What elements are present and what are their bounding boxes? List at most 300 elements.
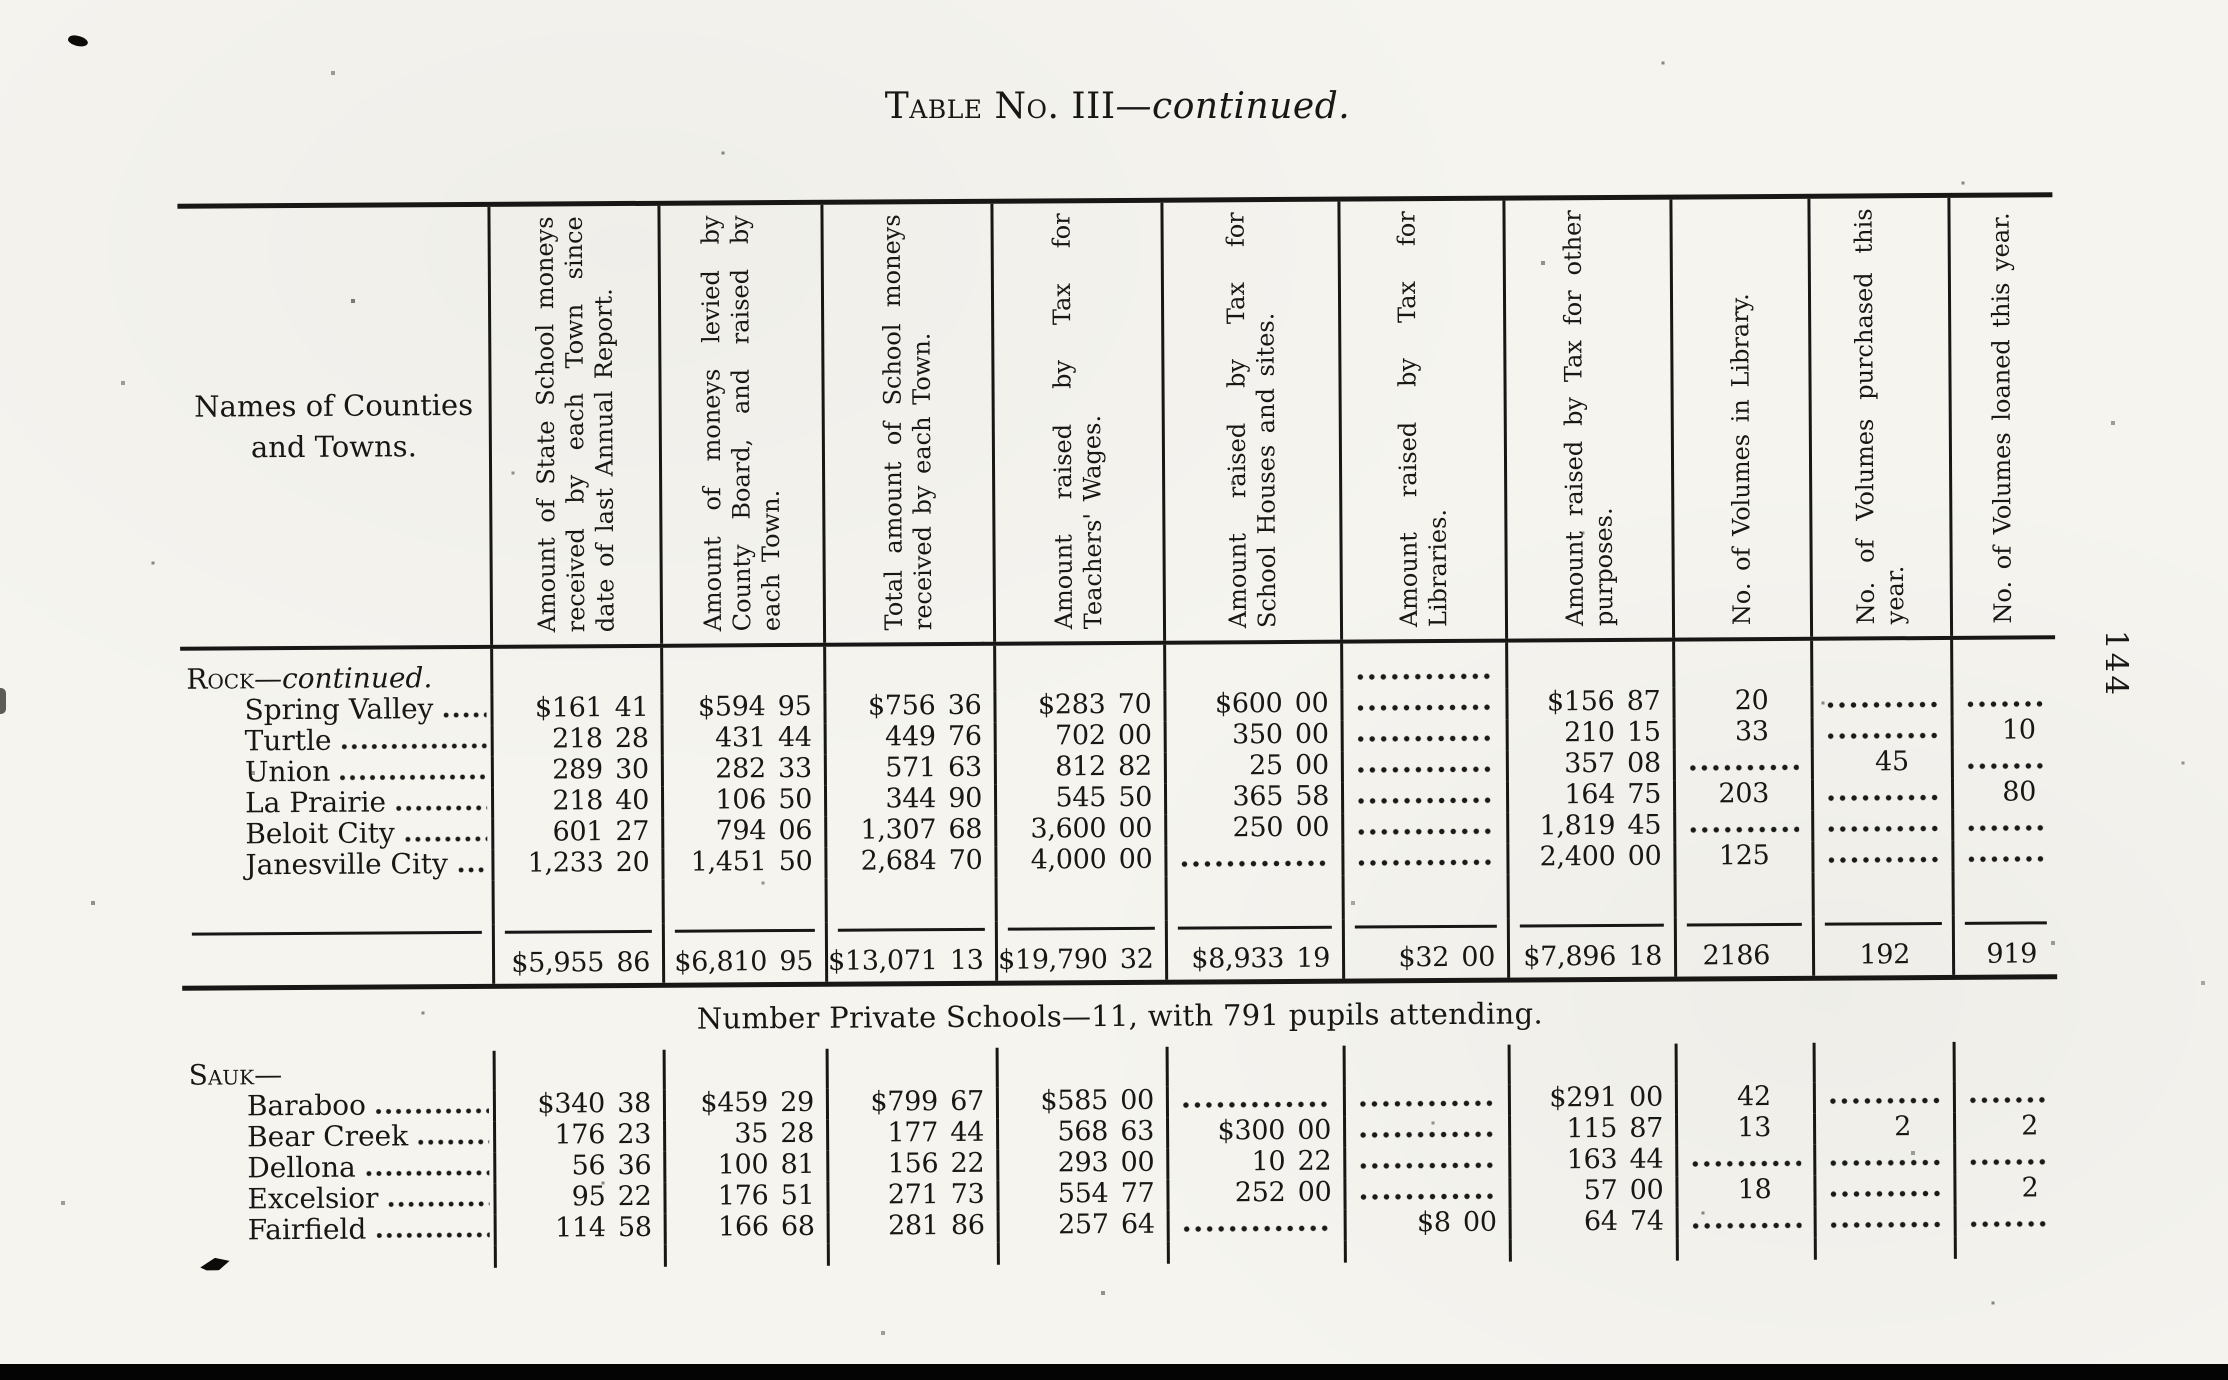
amount-cents: 95 (777, 690, 812, 722)
value-cell (1508, 1174, 1675, 1209)
amount-dollars: 794 (715, 814, 767, 847)
amount-dollars: $756 (867, 689, 936, 722)
value-cell (1951, 716, 2056, 748)
value-cell (491, 846, 661, 881)
town-cell (181, 846, 491, 883)
amount-dollars: $340 (537, 1087, 606, 1120)
value-cell (1673, 811, 1811, 843)
amount-cents: 36 (617, 1149, 652, 1181)
value-cell (1343, 1178, 1508, 1210)
dotted-blank (1968, 855, 2044, 862)
blank-cell (660, 647, 823, 694)
blank-cell (1165, 876, 1342, 921)
totals-cell (1507, 918, 1674, 978)
dotted-blank (1690, 764, 1799, 772)
blank-cell (182, 881, 492, 927)
value-cell (1951, 840, 2056, 872)
value-cell (661, 783, 824, 818)
blank-cell (1672, 641, 1810, 688)
leader-dots (340, 774, 487, 781)
amount-dollars: 293 (1057, 1146, 1109, 1179)
county-name: Sauk (188, 1057, 255, 1092)
amount-dollars: 281 (887, 1209, 939, 1242)
row-header-cell (177, 207, 490, 647)
value-cell (994, 781, 1164, 816)
amount-dollars: $600 (1214, 687, 1283, 720)
value-cell (1953, 1143, 2058, 1175)
amount-dollars: 289 (552, 753, 603, 786)
totals-value (495, 933, 662, 978)
town-name: La Prairie (244, 785, 387, 819)
value-cell (1953, 1112, 2058, 1144)
blank-cell (1508, 1044, 1675, 1085)
amount-dollars: 3,600 (1030, 812, 1107, 845)
amount-dollars: $161 (534, 691, 603, 724)
amount-dollars: 10 (1251, 1145, 1286, 1177)
amount-cents: 08 (1626, 747, 1661, 779)
dotted-blank (1690, 826, 1799, 834)
amount-cents: 87 (1629, 1112, 1664, 1144)
blank-cell (490, 648, 660, 695)
amount-cents: 00 (1629, 1174, 1664, 1206)
amount-dollars: 271 (887, 1178, 939, 1211)
count-value: 10 (2001, 714, 2036, 746)
amount-dollars: 568 (1057, 1115, 1109, 1148)
value-cell (1675, 1080, 1813, 1115)
amount-dollars: $594 (697, 690, 766, 723)
column-header-label: No. of Volumes loaned this year. (1986, 212, 2018, 624)
value-cell (826, 1116, 996, 1151)
amount-cents: 29 (780, 1086, 815, 1118)
value-cell (661, 814, 824, 849)
value-cell (824, 782, 994, 817)
dotted-blank (1828, 794, 1939, 802)
count-value: 13 (1737, 1111, 1772, 1143)
amount-dollars: 95 (571, 1180, 606, 1213)
count-value: 125 (1718, 839, 1770, 871)
amount-cents: 70 (1117, 688, 1152, 720)
totals-value (1955, 924, 2057, 969)
amount-dollars: 177 (887, 1116, 939, 1149)
value-cell (1506, 809, 1673, 844)
value-cell (1673, 715, 1811, 750)
amount-cents: 27 (615, 815, 650, 847)
count-value: 33 (1734, 715, 1769, 747)
amount-dollars: 812 (1055, 750, 1106, 783)
dotted-blank (1360, 1193, 1496, 1201)
blank-cell (1675, 1043, 1813, 1084)
blank-cell (663, 1049, 826, 1090)
value-cell (994, 812, 1164, 847)
amount-cents: 28 (614, 722, 649, 754)
value-cell (1813, 1110, 1953, 1145)
amount-dollars: $799 (870, 1085, 939, 1118)
column-header-label: No. of Volumes purchased this year. (1849, 208, 1910, 625)
dotted-blank (1358, 828, 1494, 836)
value-cell (1344, 1206, 1509, 1241)
value-cell (1951, 778, 2056, 810)
amount-dollars: $283 (1037, 688, 1106, 721)
value-cell (1950, 685, 2055, 717)
dotted-blank (1830, 1097, 1941, 1105)
amount-dollars: 252 (1234, 1176, 1286, 1208)
dotted-blank (1360, 1100, 1496, 1108)
blank-cell (993, 645, 1163, 692)
blank-cell (1343, 1045, 1508, 1086)
amount-dollars: 106 (715, 783, 767, 816)
blank-cell (1166, 1046, 1343, 1087)
blank-cell (184, 1246, 494, 1270)
amount-cents: 68 (780, 1210, 815, 1242)
value-cell (1675, 1111, 1813, 1146)
amount-dollars: 571 (885, 751, 936, 784)
amount-dollars: 344 (885, 782, 937, 815)
dotted-blank (1970, 1158, 2046, 1165)
amount-cents: 64 (1120, 1208, 1155, 1240)
amount-dollars: 100 (717, 1148, 769, 1181)
blank-cell (1954, 1236, 2059, 1259)
amount-cents: 76 (947, 720, 982, 752)
blank-cell (1167, 1241, 1344, 1264)
blank-cell (1950, 639, 2055, 686)
amount-dollars: $300 (1217, 1114, 1286, 1147)
column-header-cell (1502, 200, 1672, 639)
value-cell (1166, 1176, 1343, 1211)
value-cell (1340, 689, 1505, 721)
amount-dollars: 1,451 (690, 845, 767, 878)
amount-dollars: 218 (552, 784, 604, 817)
value-cell (1508, 1112, 1675, 1147)
blank-cell (664, 1244, 827, 1267)
value-cell (1672, 684, 1810, 719)
value-cell (1341, 720, 1506, 752)
amount-dollars: 250 (1232, 811, 1284, 843)
value-cell (1341, 751, 1506, 783)
amount-dollars: $6,810 (674, 945, 768, 978)
dotted-blank (1360, 1162, 1496, 1170)
value-cell (663, 1086, 826, 1121)
blank-cell (1813, 1042, 1953, 1083)
value-cell (1163, 687, 1340, 722)
dotted-blank (1358, 797, 1494, 805)
amount-dollars: $585 (1040, 1084, 1109, 1117)
totals-cell (1165, 920, 1342, 980)
dotted-blank (1831, 1221, 1942, 1229)
value-cell (1813, 1175, 1953, 1207)
header-row (177, 192, 2055, 650)
blank-cell (995, 877, 1165, 922)
amount-cents: 00 (1629, 1081, 1663, 1113)
totals-value (998, 930, 1165, 975)
dotted-blank (1967, 700, 2043, 707)
value-cell (994, 719, 1164, 754)
amount-dollars: 1,307 (860, 813, 937, 846)
blank-cell (1814, 1237, 1954, 1260)
value-cell (1814, 1206, 1954, 1238)
amount-cents: 00 (1461, 941, 1496, 973)
value-cell (824, 844, 994, 879)
value-cell (664, 1210, 827, 1245)
value-cell (1164, 811, 1341, 846)
town-name: Turtle (244, 723, 332, 757)
amount-cents: 67 (950, 1085, 985, 1117)
amount-cents: 38 (617, 1087, 652, 1119)
column-header-cell (1807, 198, 1950, 637)
amount-dollars: 601 (552, 815, 604, 848)
amount-cents: 74 (1629, 1205, 1664, 1237)
amount-cents: 00 (1117, 719, 1152, 751)
amount-dollars: 115 (1566, 1112, 1618, 1144)
value-cell (663, 1148, 826, 1183)
value-cell (1506, 778, 1673, 813)
row-header-label: Names of Counties and Towns. (194, 388, 474, 465)
amount-dollars: $32 (1398, 941, 1450, 973)
totals-value (1168, 929, 1342, 974)
value-cell (1508, 1143, 1675, 1178)
amount-cents: 28 (780, 1117, 815, 1149)
blank-cell (1163, 644, 1340, 691)
amount-cents: 22 (1297, 1145, 1332, 1177)
amount-cents: 00 (1627, 840, 1662, 872)
count-value: 2186 (1702, 939, 1771, 972)
value-cell (661, 721, 824, 756)
dotted-blank (1828, 732, 1939, 740)
value-cell (1811, 717, 1951, 749)
amount-cents: 13 (949, 944, 984, 976)
totals-value (1815, 925, 1952, 970)
amount-dollars: 1,233 (527, 846, 604, 879)
dotted-blank (1693, 1222, 1802, 1230)
leader-dots (418, 1139, 489, 1145)
column-header-label: Amount of State School moneys received by each Town since date of last Annual Report. (530, 216, 620, 633)
value-cell (1166, 1114, 1343, 1149)
amount-cents: 19 (1296, 942, 1331, 974)
dotted-blank (1970, 1096, 2046, 1103)
column-header-label: Amount raised by Tax for Libraries. (1392, 211, 1453, 628)
amount-cents: 45 (1627, 809, 1662, 841)
amount-dollars: 1,819 (1539, 809, 1616, 842)
amount-cents: 00 (1294, 718, 1329, 750)
column-header-label: Amount of moneys levied by County Board, and raised by each Town. (696, 215, 786, 632)
amount-dollars: $5,955 (511, 946, 605, 979)
value-cell (1811, 779, 1951, 811)
blank-cell (492, 880, 662, 925)
table-title-main: Table No. III (884, 86, 1116, 127)
totals-cell (492, 924, 662, 984)
totals-cell (825, 922, 995, 982)
amount-cents: 50 (1118, 781, 1153, 813)
amount-cents: 22 (617, 1180, 652, 1212)
amount-cents: 00 (1118, 843, 1153, 875)
value-cell (1673, 777, 1811, 812)
value-cell (1813, 1144, 1953, 1176)
amount-dollars: $8 (1416, 1206, 1451, 1238)
leader-dots (376, 1232, 489, 1239)
amount-dollars: $291 (1549, 1081, 1617, 1114)
blank-cell (1953, 1041, 2058, 1082)
value-cell (493, 1180, 663, 1215)
town-name: Baraboo (246, 1088, 367, 1122)
value-cell (994, 750, 1164, 785)
totals-row (182, 915, 2057, 990)
value-cell (1341, 844, 1506, 876)
dotted-blank (1830, 1159, 1941, 1167)
amount-cents: 75 (1627, 778, 1662, 810)
table-title (180, 86, 2055, 127)
totals-cell (995, 921, 1165, 981)
value-cell (1506, 840, 1673, 875)
town-name: Fairfield (247, 1212, 367, 1246)
scan-noise (0, 0, 2, 2)
value-cell (660, 690, 823, 725)
column-header-cell (487, 206, 660, 645)
value-cell (1164, 780, 1341, 815)
value-cell (826, 1178, 996, 1213)
amount-cents: 50 (778, 845, 813, 877)
amount-dollars: 163 (1566, 1143, 1618, 1175)
town-cell (184, 1212, 494, 1248)
totals-cell (1952, 915, 2057, 975)
value-cell (1954, 1205, 2059, 1237)
section-heading-cell (180, 649, 490, 697)
column-header-cell (1669, 199, 1810, 638)
value-cell (490, 691, 660, 726)
amount-cents: 32 (1119, 943, 1154, 975)
blank-cell (1505, 642, 1672, 689)
amount-cents: 63 (1120, 1115, 1155, 1147)
amount-cents: 00 (1462, 1206, 1497, 1238)
dotted-blank (1828, 825, 1939, 833)
column-header-label: Amount raised by Tax for other purposes. (1558, 210, 1619, 627)
value-cell (1951, 809, 2056, 841)
amount-cents: 44 (777, 721, 812, 753)
totals-value (1345, 928, 1507, 973)
amount-cents: 00 (1120, 1146, 1155, 1178)
value-cell (996, 1115, 1166, 1150)
amount-cents: 40 (615, 784, 650, 816)
amount-cents: 36 (947, 689, 982, 721)
amount-cents: 50 (778, 783, 813, 815)
leader-dots (342, 743, 487, 750)
value-cell (1343, 1085, 1508, 1117)
value-cell (1811, 810, 1951, 842)
value-cell (491, 784, 661, 819)
value-cell (1343, 1147, 1508, 1179)
blank-cell (493, 1050, 663, 1091)
dotted-blank (1360, 1131, 1496, 1139)
value-cell (827, 1209, 997, 1244)
value-cell (491, 753, 661, 788)
dotted-blank (1357, 673, 1493, 681)
value-cell (494, 1211, 664, 1246)
value-cell (1675, 1173, 1813, 1208)
leader-dots (458, 867, 488, 873)
amount-dollars: 365 (1232, 780, 1284, 812)
value-cell (663, 1179, 826, 1214)
blank-cell (1674, 873, 1812, 918)
amount-dollars: 156 (887, 1147, 939, 1180)
blank-cell (1507, 874, 1674, 919)
dotted-blank (1830, 1190, 1941, 1198)
amount-dollars: 164 (1564, 778, 1616, 810)
column-header-label: No. of Volumes in Library. (1725, 293, 1756, 626)
amount-cents: 44 (950, 1116, 985, 1148)
amount-cents: 22 (950, 1147, 985, 1179)
county-suffix: — (254, 1057, 283, 1091)
totals-cell (1674, 917, 1812, 977)
table-title-suffix: —continued. (1115, 86, 1351, 127)
dotted-blank (1971, 1220, 2047, 1227)
value-cell (1166, 1145, 1343, 1180)
amount-dollars: 554 (1057, 1177, 1109, 1210)
value-cell (493, 1087, 663, 1122)
amount-cents: 41 (614, 691, 649, 723)
amount-cents: 86 (950, 1209, 985, 1241)
value-cell (1167, 1210, 1344, 1242)
column-header-cell (1337, 201, 1505, 640)
dotted-blank (1181, 860, 1329, 868)
amount-cents: 00 (1297, 1114, 1332, 1146)
totals-label-cell (182, 925, 492, 986)
blank-cell (1509, 1239, 1676, 1262)
town-cell (180, 691, 490, 728)
blank-cell (494, 1245, 664, 1268)
leader-dots (405, 836, 488, 843)
amount-dollars: $459 (700, 1086, 769, 1119)
town-name: Beloit City (245, 816, 395, 850)
table (177, 192, 2058, 1269)
value-cell (1811, 841, 1951, 873)
blank-cell (825, 878, 995, 923)
amount-dollars: 257 (1057, 1208, 1109, 1241)
amount-dollars: 449 (884, 720, 936, 753)
column-header-label: Amount raised by Tax for School Houses and sites. (1221, 212, 1282, 629)
amount-cents: 00 (1118, 812, 1153, 844)
value-cell (1813, 1082, 1953, 1114)
dotted-blank (1968, 824, 2044, 831)
blank-cell (662, 879, 825, 924)
column-header-cell (1160, 202, 1340, 641)
count-value: 2 (2021, 1172, 2039, 1204)
amount-dollars: 4,000 (1030, 843, 1107, 876)
dotted-blank (1358, 859, 1494, 867)
value-cell (824, 751, 994, 786)
count-value: 45 (1874, 745, 1909, 778)
amount-cents: 33 (778, 752, 812, 784)
blank-cell (1344, 1240, 1509, 1263)
amount-dollars: 282 (715, 752, 766, 785)
blank-cell (1342, 875, 1507, 920)
amount-cents: 20 (615, 846, 650, 878)
page-number: 144 (2098, 629, 2135, 699)
blank-cell (1952, 871, 2057, 916)
leader-dots (396, 805, 487, 812)
amount-cents: 18 (1628, 940, 1663, 972)
value-cell (1676, 1207, 1814, 1239)
value-cell (826, 1147, 996, 1182)
column-header-cell (657, 205, 823, 644)
amount-dollars: 25 (1249, 749, 1283, 781)
value-cell (1164, 718, 1341, 753)
amount-cents: 58 (1295, 780, 1330, 812)
amount-dollars: 114 (554, 1211, 606, 1244)
amount-dollars: 545 (1055, 781, 1107, 814)
value-cell (1164, 845, 1341, 877)
dotted-blank (1828, 856, 1939, 864)
value-cell (663, 1117, 826, 1152)
amount-dollars: 218 (551, 722, 603, 755)
count-value: 42 (1737, 1080, 1771, 1112)
